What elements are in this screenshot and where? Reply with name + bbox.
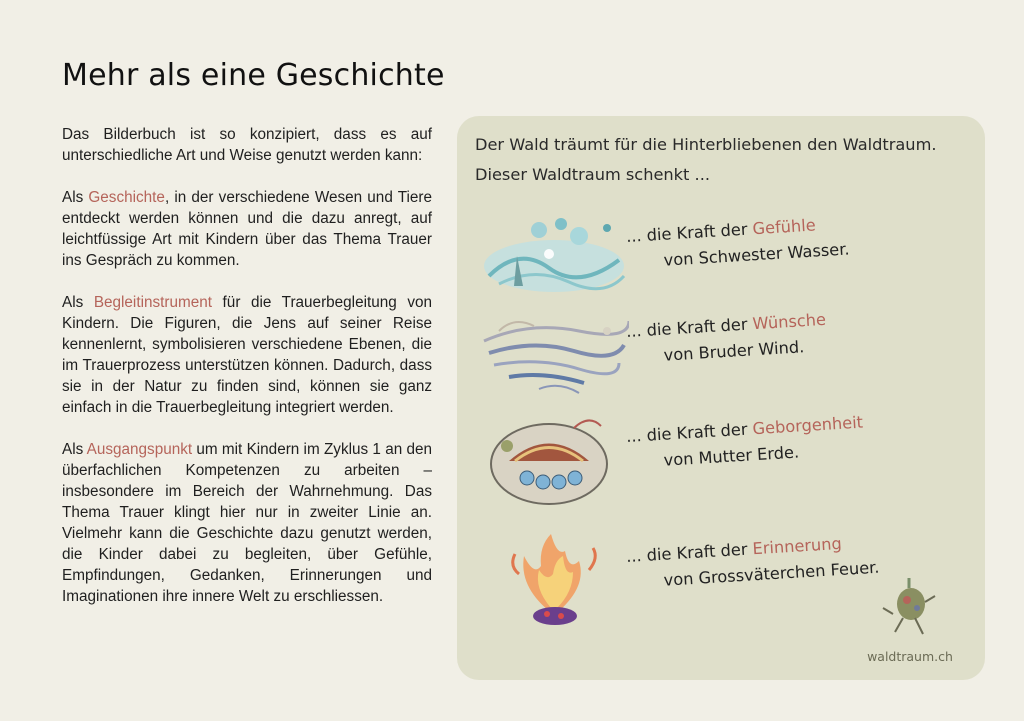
highlight-begleitinstrument: Begleitinstrument [93, 294, 212, 311]
p3-text: um mit Kindern im Zyklus 1 an den überfachlichen Kompetenzen zu arbeiten – insbesondere im Bereich der Wahrnehmung. Das Thema Trauer klingt hier nur in zweiter Linie an. Vielmehr kann die Geschichte dazu genutzt werden, die Kinder dabei zu begleiten, über Gefühle, Empfindungen, Gedanken, Erinnerungen und Imaginationen ihre innere Welt zu erschliessen. [62, 441, 432, 605]
highlight-wuensche: Wünsche [751, 309, 827, 334]
waldtraum-panel [457, 116, 985, 680]
caption-prefix: ... die Kraft der [625, 219, 754, 247]
highlight-gefuehle: Gefühle [751, 215, 817, 239]
item-geborgenheit [457, 406, 985, 516]
left-column [62, 124, 432, 628]
paragraph-begleitinstrument [62, 292, 432, 418]
caption-wuensche [625, 307, 828, 371]
p1-text: , in der verschiedene Wesen und Tiere entdeckt werden können und die dazu anregt, auf leichtfüssige Art mit Kindern über das Thema Trauer ins Gespräch zu kommen. [62, 189, 432, 269]
highlight-erinnerung: Erinnerung [751, 533, 843, 559]
caption-geborgenheit [625, 410, 865, 476]
fire-illustration [479, 526, 629, 626]
caption-gefuehle [625, 210, 850, 275]
intro-paragraph: Das Bilderbuch ist so konzipiert, dass es auf unterschiedliche Art und Weise genutzt werden kann: [62, 126, 432, 164]
earth-illustration [479, 406, 629, 506]
caption-source: von Mutter Erde. [663, 442, 800, 470]
caption-source: von Grossväterchen Feuer. [663, 557, 880, 590]
highlight-geborgenheit: Geborgenheit [751, 412, 864, 439]
panel-intro-line1: Der Wald träumt für die Hinterbliebenen den Waldtraum. [475, 135, 937, 154]
paragraph-geschichte [62, 187, 432, 271]
forest-figure-icon [879, 574, 939, 642]
caption-prefix: ... die Kraft der [625, 539, 754, 567]
caption-prefix: ... die Kraft der [625, 419, 754, 447]
caption-source: von Bruder Wind. [663, 337, 805, 365]
item-gefuehle [457, 206, 985, 316]
p2-text: für die Trauerbegleitung von Kindern. Die Figuren, die Jens auf seiner Reise kennenlernt, symbolisieren verschiedene Ebenen, die im Trauerprozess unterstützen können. Dadurch, dass sie in der Natur zu finden sind, können sie ganz einfach in die Trauerbegleitung integriert werden. [62, 294, 432, 416]
caption-prefix: ... die Kraft der [625, 314, 754, 342]
waldtraum-logo [855, 574, 965, 664]
p2-prefix: Als [62, 294, 94, 311]
caption-source: von Schwester Wasser. [663, 239, 851, 270]
item-wuensche [457, 301, 985, 411]
caption-erinnerung [625, 529, 880, 596]
logo-text: waldtraum.ch [867, 649, 953, 664]
panel-intro-line2: Dieser Waldtraum schenkt ... [475, 165, 710, 184]
highlight-ausgangspunkt: Ausgangspunkt [86, 441, 193, 458]
wind-illustration [479, 301, 629, 401]
p3-prefix: Als [62, 441, 87, 458]
highlight-geschichte: Geschichte [88, 189, 165, 206]
water-illustration [479, 206, 629, 306]
p1-prefix: Als [62, 189, 89, 206]
panel-intro [475, 130, 975, 190]
paragraph-ausgangspunkt [62, 439, 432, 607]
page-title: Mehr als eine Geschichte [62, 58, 445, 93]
